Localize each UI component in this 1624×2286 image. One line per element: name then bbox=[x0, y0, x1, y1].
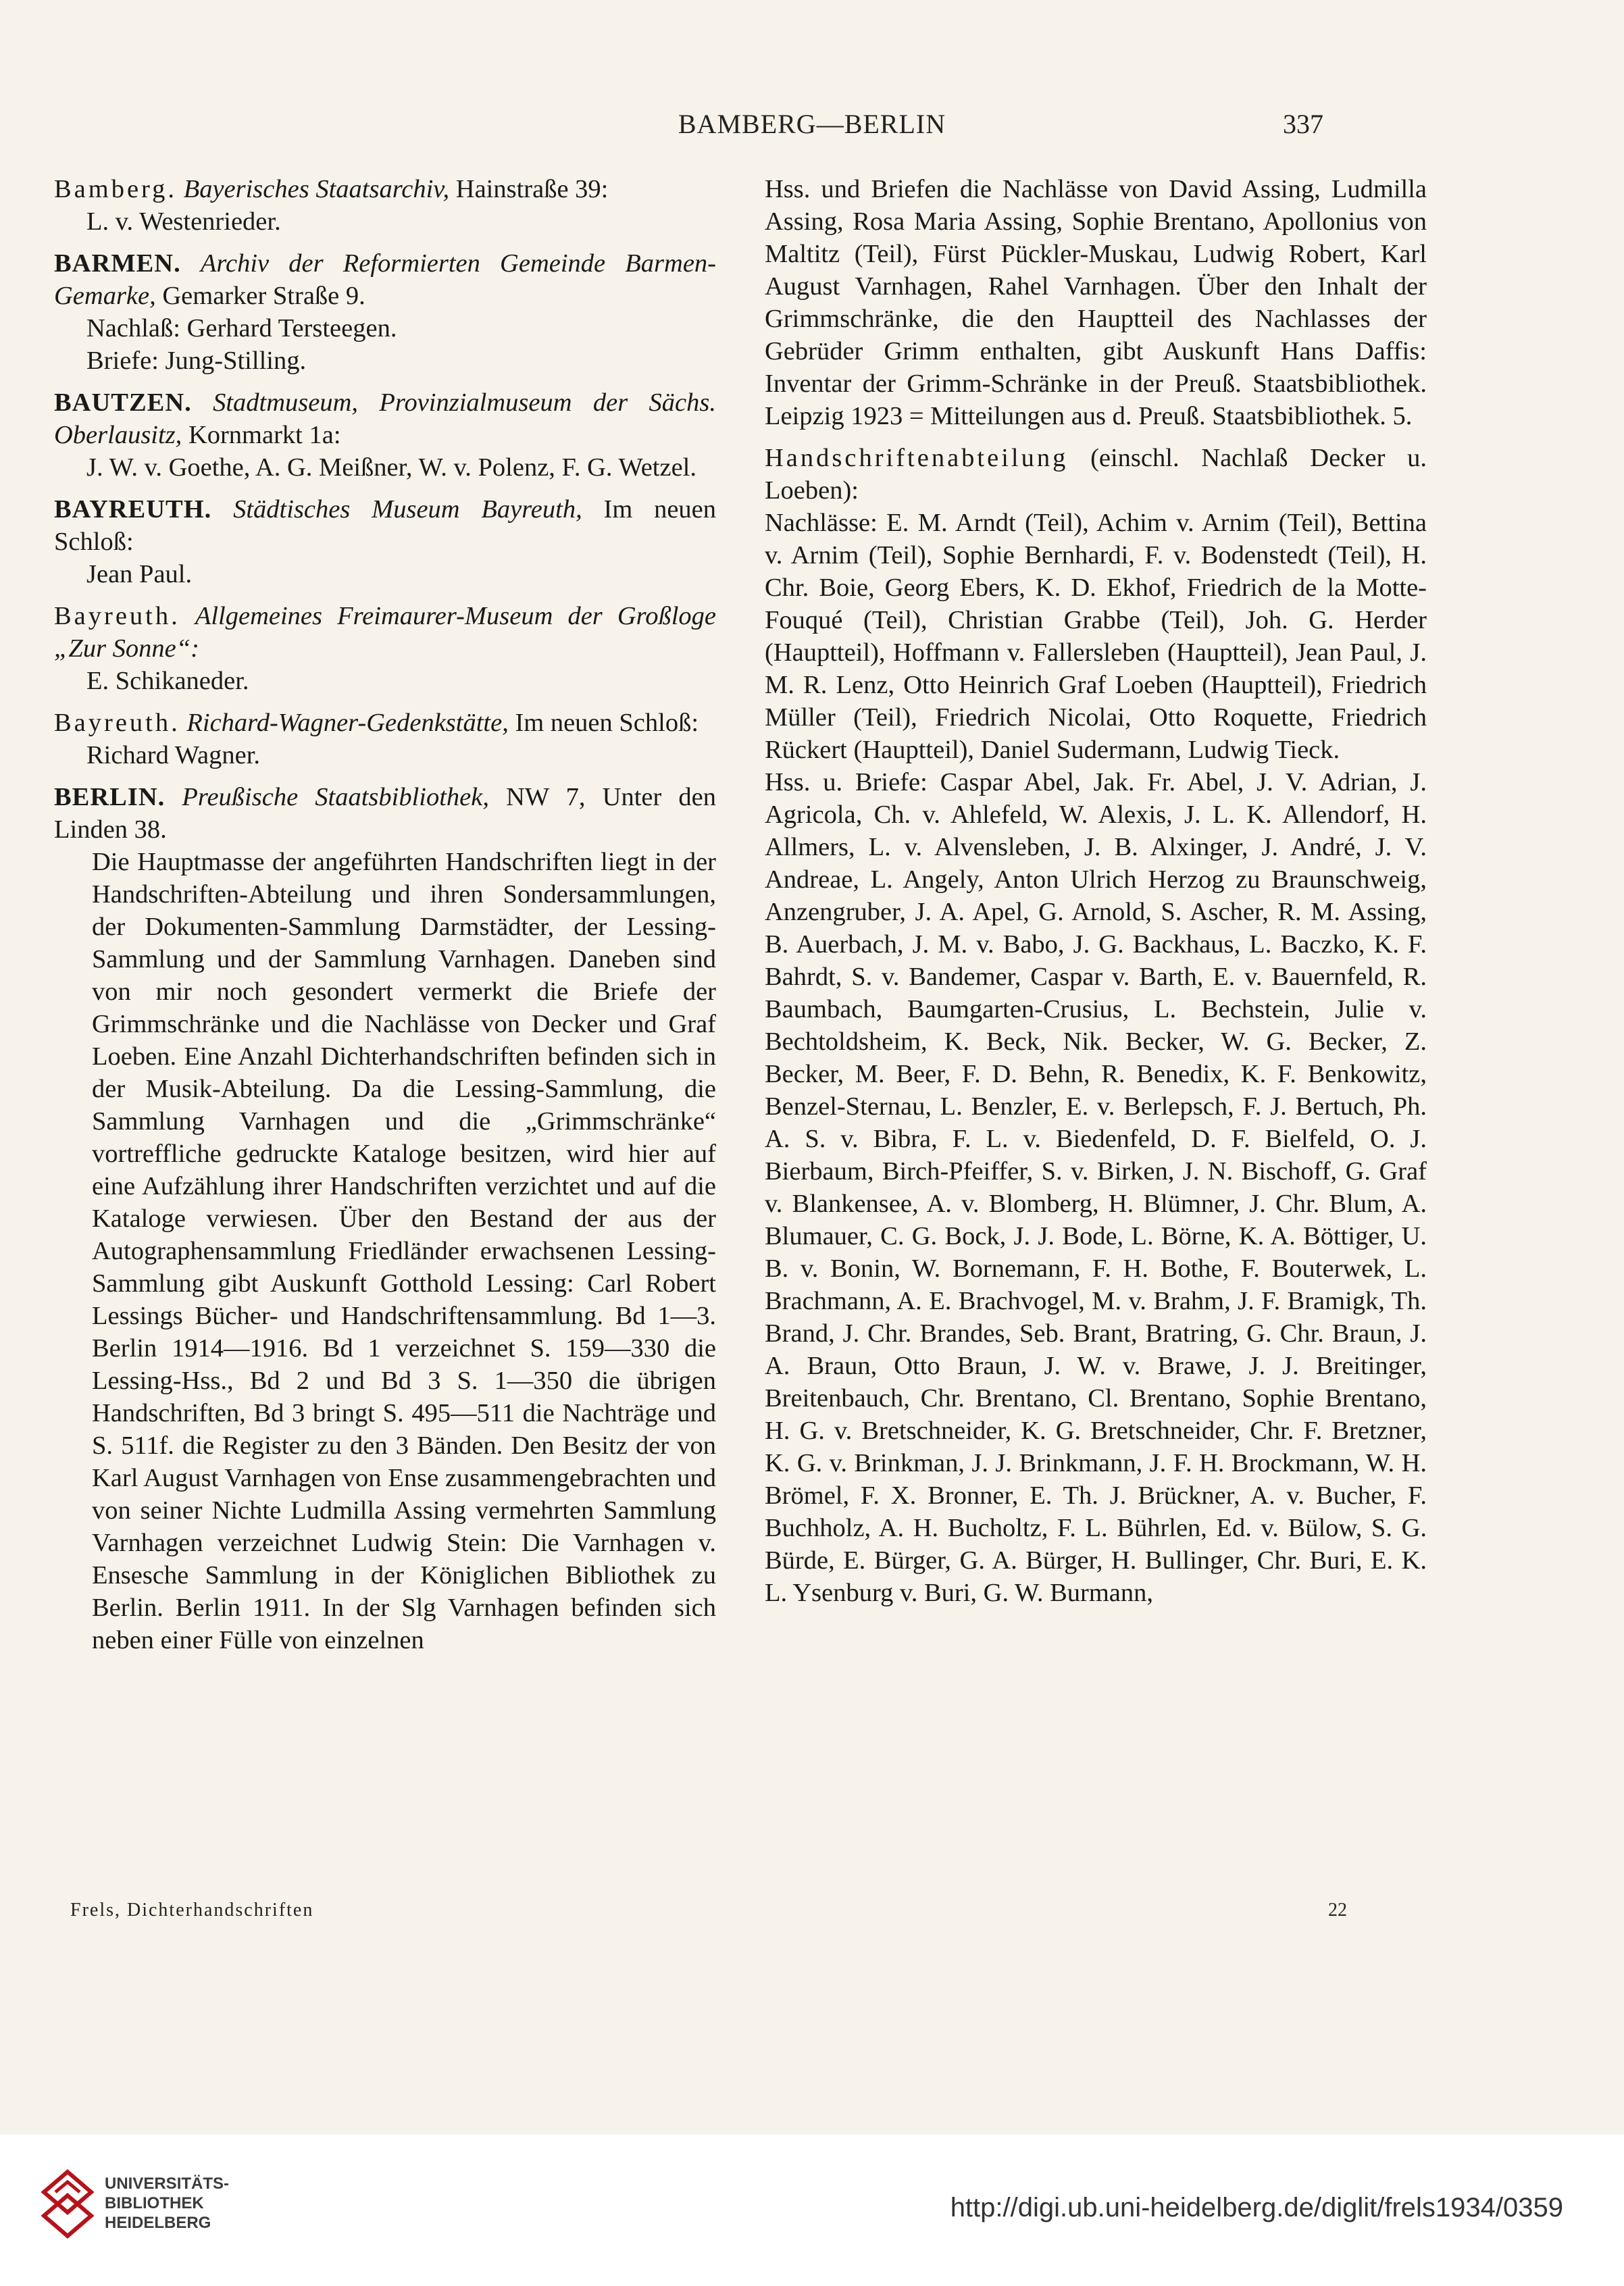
nachlaesse-list: Nachlässe: E. M. Arndt (Teil), Achim v. Arnim (Teil), Bettina v. Arnim (Teil), Sophie Bernhardi, F. v. Bodenstedt (Teil), H. Chr. Boie, Georg Ebers, K. D. Ekhof, Friedrich de la Motte-Fouqué (Teil), Christian Grabbe (Teil), Joh. G. Herder (Hauptteil), Hoffmann v. Fallersleben (Hauptteil), Jean Paul, J. M. R. Lenz, Otto Heinrich Graf Loeben (Hauptteil), Friedrich Müller (Teil), Friedrich Nicolai, Otto Roquette, Friedrich Rückert (Hauptteil), Daniel Sudermann, Ludwig Tieck. bbox=[765, 509, 1427, 764]
place-name: BARMEN. bbox=[54, 249, 181, 278]
institution-name: Allgemeines Freimaurer-Museum der Großloge „Zur Sonne“: bbox=[54, 602, 717, 663]
page-footer bbox=[54, 1900, 1570, 1927]
viewer-bottom-bar bbox=[0, 2135, 1624, 2286]
library-name-line: UNIVERSITÄTS- bbox=[105, 2175, 230, 2193]
place-name: BAUTZEN. bbox=[54, 388, 192, 417]
institution-name: Richard-Wagner-Gedenkstätte, bbox=[186, 709, 509, 737]
section-handschriften bbox=[765, 442, 1427, 1609]
library-name-line: HEIDELBERG bbox=[105, 2214, 211, 2232]
holding: J. W. v. Goethe, A. G. Meißner, W. v. Polenz, F. G. Wetzel. bbox=[86, 453, 697, 482]
running-header bbox=[54, 108, 1570, 149]
holding: E. Schikaneder. bbox=[86, 667, 249, 695]
entry-bayreuth-museum bbox=[54, 493, 716, 590]
entry-barmen bbox=[54, 247, 716, 377]
hss-briefe-list: Hss. u. Briefe: Caspar Abel, Jak. Fr. Abel, J. V. Adrian, J. Agricola, Ch. v. Ahlefeld, W. Alexis, J. L. K. Allendorf, H. Allmers, L. v. Alvensleben, J. B. Alxinger, J. André, J. V. Andreae, L. Angely, Anton Ulrich Herzog zu Braunschweig, Anzengruber, J. A. Apel, G. Arnold, S. Ascher, R. M. Assing, B. Auerbach, J. M. v. Babo, J. G. Backhaus, L. Baczko, K. F. Bahrdt, S. v. Bandemer, Caspar v. Barth, E. v. Bauernfeld, R. Baumbach, Baumgarten-Crusius, L. Bechstein, Julie v. Bechtoldsheim, K. Beck, Nik. Becker, W. G. Becker, Z. Becker, M. Beer, F. D. Behn, R. Benedix, K. F. Benkowitz, Benzel-Sternau, L. Benzler, E. v. Berlepsch, F. J. Bertuch, Ph. A. S. v. Bibra, F. L. v. Biedenfeld, D. F. Bielfeld, O. J. Bierbaum, Birch-Pfeiffer, S. v. Birken, J. N. Bischoff, G. Graf v. Blankensee, A. v. Blomberg, H. Blümner, J. Chr. Blum, A. Blumauer, C. G. Bock, J. J. Bode, L. Börne, K. A. Böttiger, U. B. v. Bonin, W. Bornemann, F. H. Bothe, F. Bouterwek, L. Brachmann, A. E. Brachvogel, M. v. Brahm, J. F. Bramigk, Th. Brand, J. Chr. Brandes, Seb. Brant, Bratring, G. Chr. Braun, J. A. Braun, Otto Braun, J. W. v. Brawe, J. J. Breitinger, Breitenbauch, Chr. Brentano, Cl. Brentano, Sophie Brentano, H. G. v. Bretschneider, K. G. Bretschneider, Chr. F. Bretzner, K. G. v. Brinkman, J. J. Brinkmann, J. F. H. Brockmann, W. H. Brömel, F. X. Bronner, E. Th. J. Brückner, A. v. Bucher, F. Buchholz, A. H. Bucholtz, F. L. Bührlen, Ed. v. Bülow, S. G. Bürde, E. Bürger, G. A. Bürger, H. Bullinger, Chr. Buri, E. K. L. Ysenburg v. Buri, G. W. Burmann, bbox=[765, 768, 1427, 1607]
address: Im neuen Schloß: bbox=[515, 709, 699, 737]
place-name: BERLIN. bbox=[54, 783, 166, 811]
entry-bautzen bbox=[54, 386, 716, 484]
institution-name: Städtisches Museum Bayreuth, bbox=[233, 495, 582, 524]
place-name: Bayreuth. bbox=[54, 709, 180, 737]
holding: L. v. Westenrieder. bbox=[86, 207, 281, 236]
address: Gemarker Straße 9. bbox=[162, 282, 365, 310]
address: NW 7, Unter den Linden 38. bbox=[54, 783, 717, 844]
holding: Richard Wagner. bbox=[86, 741, 261, 769]
institution-name: Preußische Staatsbibliothek, bbox=[182, 783, 489, 811]
permalink-url[interactable]: http://digi.ub.uni-heidelberg.de/diglit/frels1934/0359 bbox=[950, 2193, 1563, 2222]
left-column bbox=[54, 173, 716, 1666]
place-name: Bamberg. bbox=[54, 175, 178, 203]
entry-bamberg bbox=[54, 173, 716, 238]
body-paragraph: Die Hauptmasse der angeführten Handschriften liegt in der Handschriften-Abteilung und ihren Sondersammlungen, der Dokumenten-Sammlung Darmstädter, der Lessing-Sammlung und der Sammlung Varnhagen. Daneben sind von mir noch gesondert vermerkt die Briefe der Grimmschränke und die Nachlässe von Decker und Graf Loeben. Eine Anzahl Dichterhandschriften befinden sich in der Musik-Abteilung. Da die Lessing-Sammlung, die Sammlung Varnhagen und die „Grimmschränke“ vortreffliche gedruckte Kataloge besitzen, wird hier auf eine Aufzählung ihrer Handschriften verzichtet und auf die Kataloge verwiesen. Über den Bestand der aus der Autographensammlung Friedländer erwachsenen Lessing-Sammlung gibt Auskunft Gotthold Lessing: Carl Robert Lessings Bücher- und Handschriftensammlung. Bd 1—3. Berlin 1914—1916. Bd 1 verzeichnet S. 159—330 die Lessing-Hss., Bd 2 und Bd 3 S. 1—350 die übrigen Handschriften, Bd 3 bringt S. 495—511 die Nachträge und S. 511f. die Register zu den 3 Bänden. Den Besitz der von Karl August Varnhagen von Ense zusammengebrachten und von seiner Nichte Ludmilla Assing vermehrten Sammlung Varnhagen verzeichnet Ludwig Stein: Die Varnhagen v. Ensesche Sammlung in der Königlichen Bibliothek zu Berlin. Berlin 1911. In der Slg Varnhagen befinden sich neben einer Fülle von einzelnen bbox=[92, 848, 716, 1654]
university-library-logo-icon bbox=[41, 2168, 95, 2243]
entry-bayreuth-wagner bbox=[54, 707, 716, 771]
holding: Jean Paul. bbox=[86, 560, 193, 588]
holding: Briefe: Jung-Stilling. bbox=[86, 347, 307, 375]
section-heading: Handschriftenabteilung bbox=[765, 444, 1069, 472]
institution-name: Bayerisches Staatsarchiv, bbox=[183, 175, 450, 203]
entry-bayreuth-freimaurer bbox=[54, 600, 716, 697]
address: Kornmarkt 1a: bbox=[188, 421, 341, 449]
section-note: (einschl. Nachlaß Decker u. Loeben): bbox=[765, 444, 1427, 505]
footer-signature: Frels, Dichterhandschriften bbox=[70, 1900, 314, 1921]
continued-paragraph bbox=[765, 173, 1427, 432]
place-name: BAYREUTH. bbox=[54, 495, 212, 524]
institution-name: Archiv der Reformierten Gemeinde Barmen-Gemarke, bbox=[54, 249, 717, 310]
right-column bbox=[765, 173, 1427, 1619]
library-name-line: BIBLIOTHEK bbox=[105, 2194, 204, 2212]
holding: Nachlaß: Gerhard Tersteegen. bbox=[86, 314, 397, 342]
address: Hainstraße 39: bbox=[455, 175, 609, 203]
institution-name: Stadtmuseum, Provinzialmuseum der Sächs. Oberlausitz, bbox=[54, 388, 717, 449]
library-name bbox=[105, 2174, 229, 2233]
body-paragraph: Hss. und Briefen die Nachlässe von David Assing, Ludmilla Assing, Rosa Maria Assing, Sophie Brentano, Apollonius von Maltitz (Teil), Fürst Pückler-Muskau, Ludwig Robert, Karl August Varnhagen, Rahel Varnhagen. Über den Inhalt der Grimmschränke, die den Hauptteil des Nachlasses der Gebrüder Grimm enthalten, gibt Auskunft Hans Daffis: Inventar der Grimm-Schränke in der Preuß. Staatsbibliothek. Leipzig 1923 = Mitteilungen aus d. Preuß. Staatsbibliothek. 5. bbox=[765, 175, 1427, 430]
place-name: Bayreuth. bbox=[54, 602, 180, 630]
address: Im neuen Schloß: bbox=[54, 495, 717, 556]
footer-number: 22 bbox=[1328, 1900, 1347, 1921]
header-title: BAMBERG—BERLIN bbox=[678, 109, 946, 139]
page-number: 337 bbox=[1283, 109, 1323, 139]
entry-berlin bbox=[54, 781, 716, 1656]
